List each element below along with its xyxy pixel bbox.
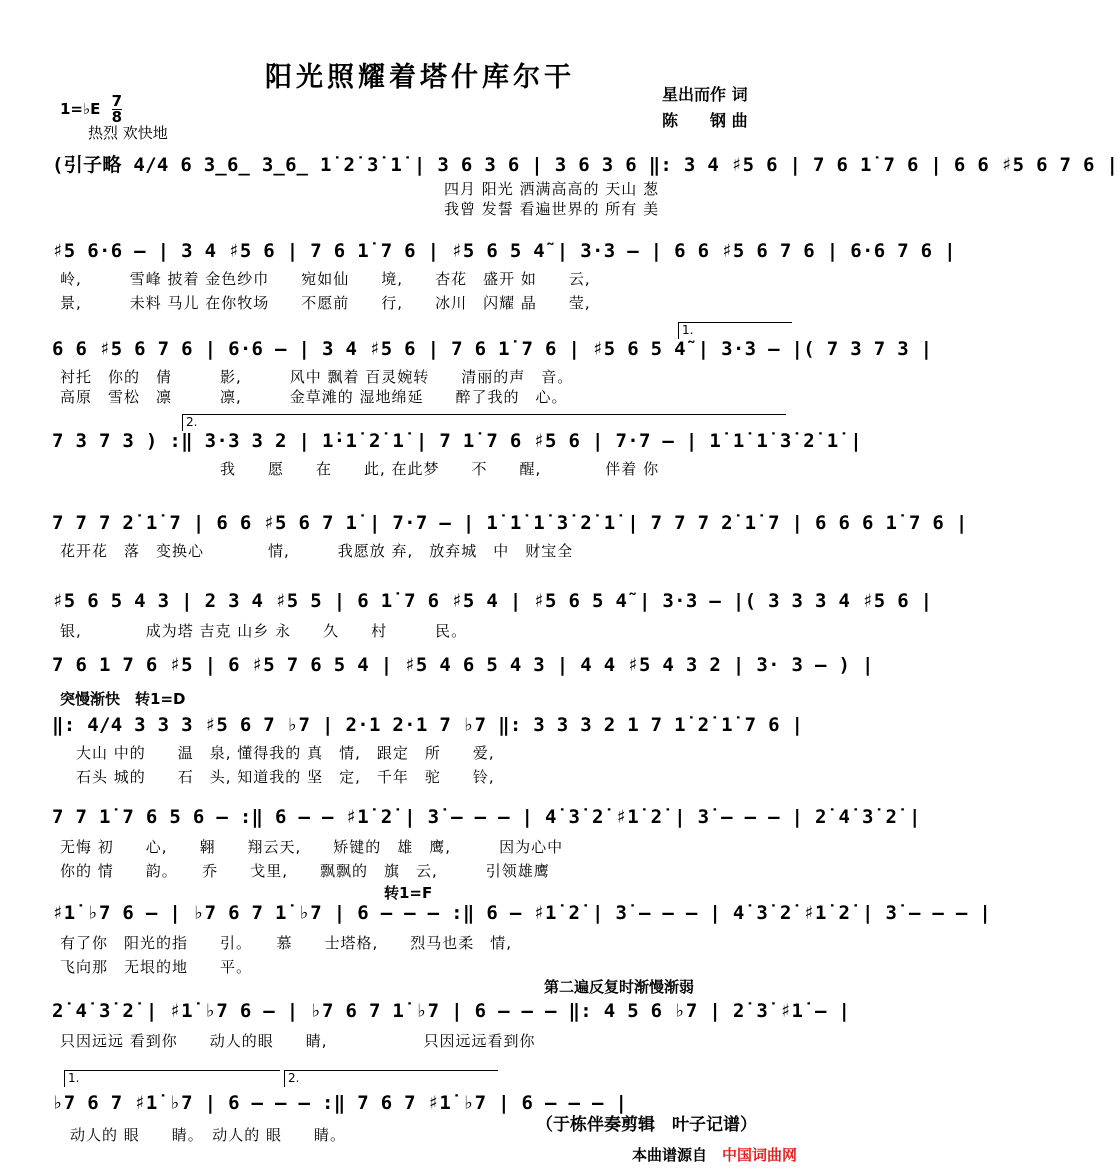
score-row-6: ♯5 6 5 4 3 | 2 3 4 ♯5 5 | 6 1̇ 7 6 ♯5 4 | ♯5 6 5 4̃ | 3·3 — |( 3 3 3 4 ♯5 6 | [52, 590, 933, 612]
lyric-row-12: 动人的 眼 睛。 动人的 眼 睛。 [70, 1126, 347, 1144]
score-row-11: 2̇ 4̇ 3̇ 2̇ | ♯1̇ ♭7 6 — | ♭7 6 7 1̇ ♭7 | 6 — — — ‖: 4 5 6 ♭7 | 2̇ 3̇ ♯1̇ — | [52, 1000, 851, 1022]
lyric-row-1-verse-1: 四月 阳光 洒满高高的 天山 葱 [60, 180, 660, 198]
lyric-row-8-verse-2: 石头 城的 石 头, 知道我的 坚 定, 千年 驼 铃, [60, 768, 495, 786]
page-title: 阳光照耀着塔什库尔干 [265, 62, 575, 93]
lyric-row-6: 银, 成为塔 吉克 山乡 永 久 村 民。 [60, 622, 468, 640]
score-row-8: ‖: 4/4 3 3 3 ♯5 6 7 ♭7 | 2·1 2·1 7 ♭7 ‖: 3 3 3 2 1 7 1̇ 2̇ 1̇ 7 6 | [52, 714, 804, 736]
volta-first-1: 1. [678, 322, 792, 339]
credits [662, 82, 748, 134]
volta-first-2: 1. [64, 1070, 280, 1087]
key-signature [60, 94, 122, 125]
volta-second-2: 2. [284, 1070, 498, 1087]
score-row-12: ♭7 6 7 ♯1̇ ♭7 | 6 — — — :‖ 7 6 7 ♯1̇ ♭7 | 6 — — — | [52, 1092, 628, 1114]
lyric-row-2-verse-2: 景, 未料 马儿 在你牧场 不愿前 行, 冰川 闪耀 晶 莹, [60, 294, 591, 312]
score-row-2: ♯5 6·6 — | 3 4 ♯5 6 | 7 6 1̇ 7 6 | ♯5 6 5 4̃ | 3·3 — | 6 6 ♯5 6 7 6 | 6·6 7 6 | [52, 240, 956, 262]
lyric-row-1-verse-2: 我曾 发誓 看遍世界的 所有 美 [60, 200, 660, 218]
time-sig-bottom: 8 [111, 108, 122, 126]
time-signature [112, 94, 122, 125]
lyric-row-3-verse-2: 高原 雪松 凛 凛, 金草滩的 湿地绵延 醉了我的 心。 [60, 388, 568, 406]
lyricist-credit: 星出而作 词 [662, 85, 748, 104]
score-row-5: 7 7 7 2̇ 1̇ 7 | 6 6 ♯5 6 7 1̇ | 7·7 — | 1̇ 1̇ 1̇ 3̇ 2̇ 1̇ | 7 7 7 2̇ 1̇ 7 | 6 6 6 1̇ 7 6 | [52, 512, 968, 534]
lyric-row-9-verse-1: 无悔 初 心, 翱 翔云天, 矫键的 雄 鹰, 因为心中 [60, 838, 564, 856]
score-row-3: 6 6 ♯5 6 7 6 | 6·6 — | 3 4 ♯5 6 | 7 6 1̇ 7 6 | ♯5 6 5 4̃ | 3·3 — |( 7 3 7 3 | [52, 338, 933, 360]
score-row-10: ♯1̇ ♭7 6 — | ♭7 6 7 1̇ ♭7 | 6 — — — :‖ 6 — ♯1̇ 2̇ | 3̇ — — — | 4̇ 3̇ 2̇ ♯1̇ 2̇ | 3̇ — — — | [52, 902, 992, 924]
score-row-4: 7 3 7 3 ) :‖ 3·3 3 2 | 1̇·1̇ 2̇ 1̇ | 7 1̇ 7 6 ♯5 6 | 7·7 — | 1̇ 1̇ 1̇ 3̇ 2̇ 1̇ | [52, 430, 862, 452]
lyric-row-10-verse-2: 飞向那 无垠的地 平。 [60, 958, 253, 976]
lyric-row-3-verse-1: 衬托 你的 倩 影, 风中 飘着 百灵婉转 清丽的声 音。 [60, 368, 574, 386]
lyric-row-2-verse-1: 岭, 雪峰 披着 金色纱巾 宛如仙 境, 杏花 盛开 如 云, [60, 270, 591, 288]
lyric-row-8-verse-1: 大山 中的 温 泉, 懂得我的 真 情, 跟定 所 爱, [60, 744, 495, 762]
score-row-9: 7 7 1̇ 7 6 5 6 — :‖ 6 — — ♯1̇ 2̇ | 3̇ — — — | 4̇ 3̇ 2̇ ♯1̇ 2̇ | 3̇ — — — | 2̇ 4̇ 3̇ 2̇ | [52, 806, 921, 828]
second-repeat-note: 第二遍反复时渐慢渐弱 [544, 978, 695, 996]
key-text: 1=♭E [60, 100, 101, 118]
modulation-note-f: 转1=F [384, 884, 433, 902]
source-note: （于栋伴奏剪辑 叶子记谱） [536, 1115, 757, 1135]
score-row-7: 7 6 1 7 6 ♯5 | 6 ♯5 7 6 5 4 | ♯5 4 6 5 4 3 | 4 4 ♯5 4 3 2 | 3· 3 — ) | [52, 654, 874, 676]
lyric-row-10-verse-1: 有了你 阳光的指 引。 慕 士塔格, 烈马也柔 情, [60, 934, 513, 952]
footer-site-link[interactable]: 中国词曲网 [722, 1146, 798, 1164]
footer-label: 本曲谱源自 [632, 1146, 708, 1164]
time-sig-top: 7 [111, 92, 122, 110]
composer-credit: 陈 钢 曲 [662, 111, 748, 130]
tempo-marking: 热烈 欢快地 [88, 124, 168, 142]
lyric-row-9-verse-2: 你的 情 韵。 乔 戈里, 飘飘的 旗 云, 引领雄鹰 [60, 862, 550, 880]
lyric-row-11: 只因远远 看到你 动人的眼 睛, 只因远远看到你 [60, 1032, 536, 1050]
volta-second-1: 2. [182, 414, 786, 431]
modulation-note-d: 突慢渐快 转1=D [60, 690, 186, 708]
score-row-1: (引子略 4/4 6 3̲6̲ 3̲6̲ 1̇ 2̇ 3̇ 1̇ | 3 6 3 6 | 3 6 3 6 ‖: 3 4 ♯5 6 | 7 6 1̇ 7 6 | 6 6 ♯5 6 7 6 | [52, 154, 1118, 176]
lyric-row-4: 我 愿 在 此, 在此梦 不 醒, 伴着 你 [60, 460, 660, 478]
lyric-row-5: 花开花 落 变换心 情, 我愿放 弃, 放弃城 中 财宝全 [60, 542, 574, 560]
